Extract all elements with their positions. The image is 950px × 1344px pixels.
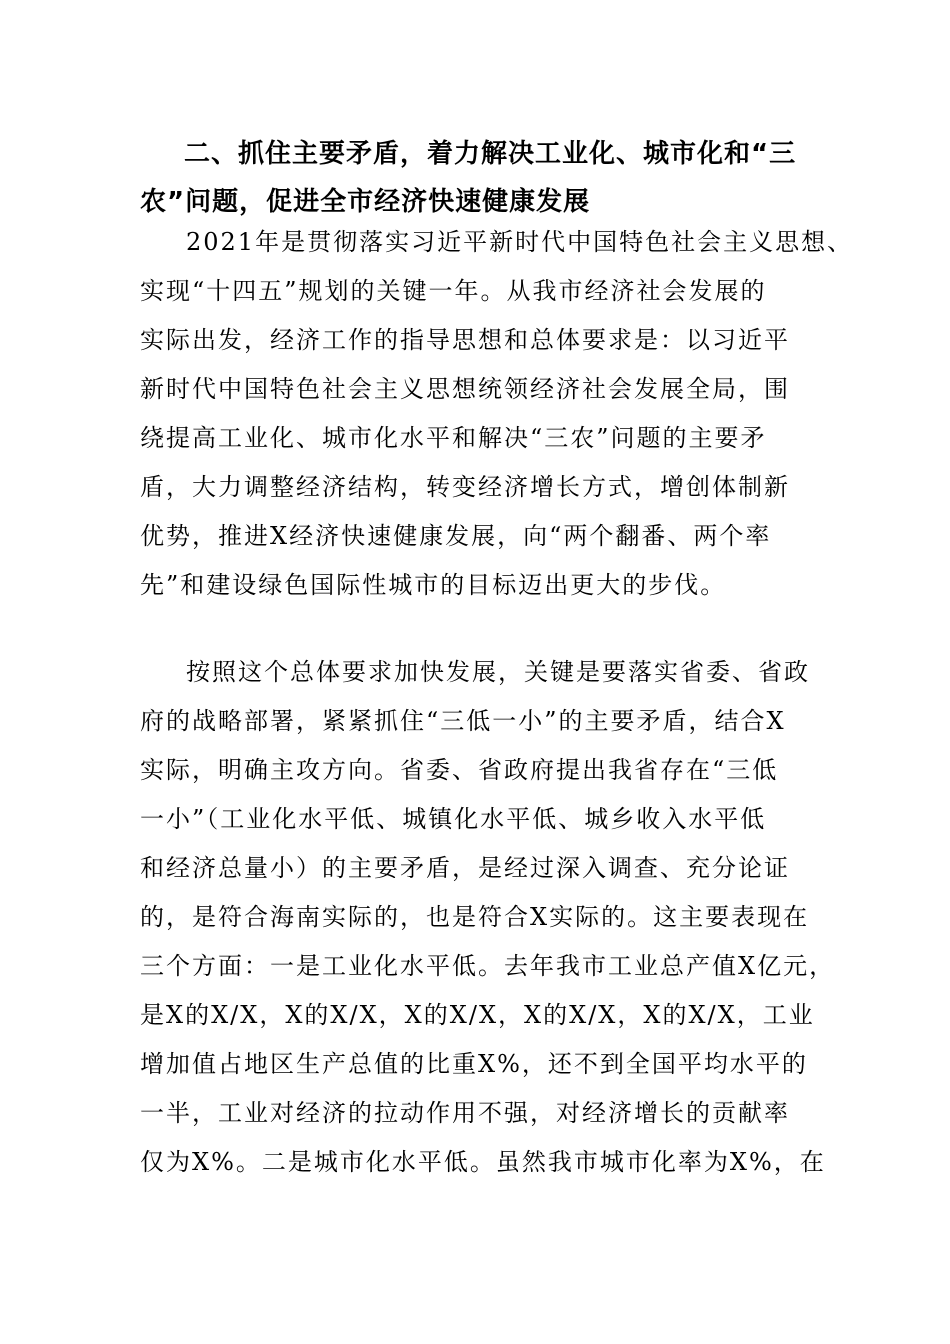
paragraph-line: 先”和建设绿色国际性城市的目标迈出更大的步伐。 [140,571,727,599]
paragraph-line: 和经济总量小）的主要矛盾，是经过深入调查、充分论证 [140,854,790,882]
paragraph-line: 增加值占地区生产总值的比重X%，还不到全国平均水平的 [140,1050,808,1078]
paragraph-line: 一半，工业对经济的拉动作用不强，对经济增长的贡献率 [140,1099,790,1127]
paragraph-1 [140,218,854,610]
heading-line: 二、抓住主要矛盾，着力解决工业化、城市化和“三 [184,139,797,169]
paragraph-line: 新时代中国特色社会主义思想统领经济社会发展全局，围 [140,375,790,403]
paragraph-line: 三个方面：一是工业化水平低。去年我市工业总产值X亿元， [140,952,836,980]
paragraph-line: 仅为X%。二是城市化水平低。虽然我市城市化率为X%，在 [140,1148,826,1176]
paragraph-line: 绕提高工业化、城市化水平和解决“三农”问题的主要矛 [140,424,767,452]
paragraph-line: 实现“十四五”规划的关键一年。从我市经济社会发展的 [140,277,767,305]
heading-line: 农”问题，促进全市经济快速健康发展 [140,187,591,217]
paragraph-line: 2021年是贯彻落实习近平新时代中国特色社会主义思想、 [186,228,854,256]
paragraph-line: 的，是符合海南实际的，也是符合X实际的。这主要表现在 [140,903,810,931]
paragraph-line: 按照这个总体要求加快发展，关键是要落实省委、省政 [186,658,810,686]
section-heading [140,130,820,226]
paragraph-line: 优势，推进X经济快速健康发展，向“两个翻番、两个率 [140,522,772,550]
paragraph-line: 实际出发，经济工作的指导思想和总体要求是：以习近平 [140,326,790,354]
paragraph-line: 一小”（工业化水平低、城镇化水平低、城乡收入水平低 [140,805,767,833]
paragraph-line: 实际，明确主攻方向。省委、省政府提出我省存在“三低 [140,756,779,784]
paragraph-line: 盾，大力调整经济结构，转变经济增长方式，增创体制新 [140,473,790,501]
paragraph-line: 府的战略部署，紧紧抓住“三低一小”的主要矛盾，结合X [140,707,786,735]
paragraph-line: 是X的X/X，X的X/X，X的X/X，X的X/X，X的X/X，工业 [140,1001,815,1029]
paragraph-2 [140,648,836,1187]
